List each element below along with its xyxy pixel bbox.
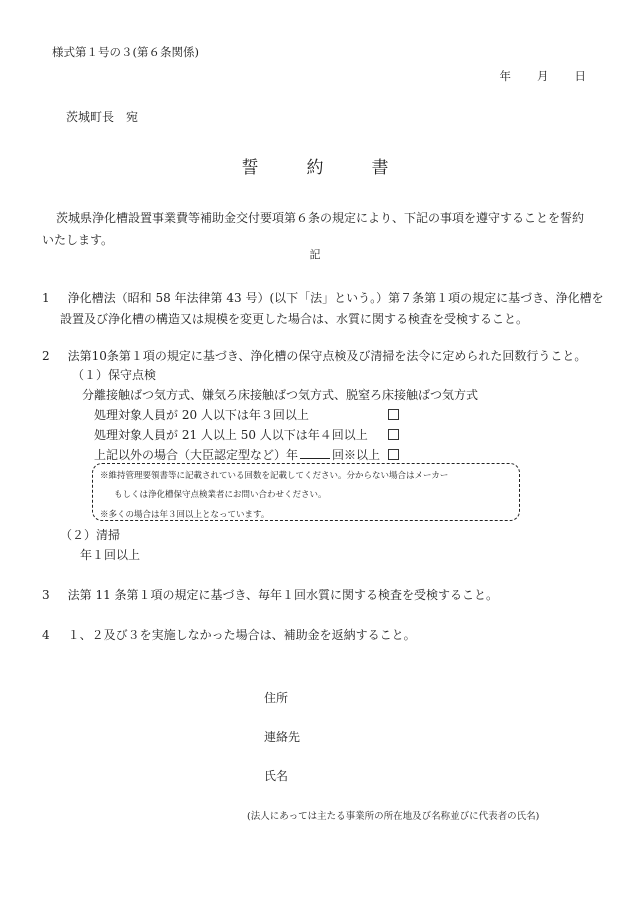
document-title: 誓約書 — [241, 158, 437, 178]
signature-name-label: 氏名 — [264, 769, 289, 783]
item-1-text: 浄化槽法（昭和 58 年法律第 43 号）(以下「法」という。）第７条第１項の規定に基づき、浄化槽を設置及び浄化槽の構造又は規模を変更した場合は、水質に関する検査を受検すること。 — [60, 291, 604, 326]
item-2-number: 2 — [42, 349, 50, 363]
item-1 — [42, 288, 612, 330]
intro-paragraph: 茨城県浄化槽設置事業費等補助金交付要項第６条の規定により、下記の事項を遵守することを誓約いたします。 — [42, 211, 585, 247]
maintenance-types: 分離接触ばつ気方式、嫌気ろ床接触ばつ気方式、脱窒ろ床接触ばつ気方式 — [82, 388, 479, 402]
checkbox-row-1[interactable] — [388, 409, 399, 420]
item-4-text: １、２及び３を実施しなかった場合は、補助金を返納すること。 — [67, 628, 416, 642]
maintenance-row-1: 処理対象人員が 20 人以下は年３回以上 — [94, 408, 309, 422]
item-4-number: 4 — [42, 628, 50, 642]
note-line-2: もしくは浄化槽保守点検業者にお問い合わせください。 — [114, 490, 327, 500]
date-year: 年 — [499, 69, 511, 83]
row-3-text-b: 回※以上 — [332, 448, 381, 462]
maintenance-row-3 — [94, 446, 380, 463]
signature-address-label: 住所 — [264, 691, 289, 705]
date-day: 日 — [574, 69, 586, 83]
note-line-3: ※多くの場合は年３回以上となっています。 — [100, 510, 270, 520]
form-number: 様式第１号の３(第６条関係) — [52, 45, 199, 59]
item-3-text: 法第 11 条第１項の規定に基づき、毎年１回水質に関する検査を受検すること。 — [67, 588, 499, 602]
checkbox-row-3[interactable] — [388, 449, 399, 460]
item-2-text: 法第10条第１項の規定に基づき、浄化槽の保守点検及び清掃を法令に定められた回数行うこと。 — [67, 349, 587, 363]
checkbox-row-2[interactable] — [388, 429, 399, 440]
note-line-1: ※維持管理要領書等に記載されている回数を記載してください。分からない場合はメーカー — [100, 471, 449, 481]
item-3 — [42, 586, 498, 603]
subsection-maintenance: （１）保守点検 — [72, 368, 157, 382]
row-3-text-a: 上記以外の場合（大臣認定型など）年 — [94, 448, 299, 462]
date-month: 月 — [537, 69, 549, 83]
subsection-cleaning: （２）清掃 — [60, 528, 121, 542]
cleaning-frequency: 年１回以上 — [80, 548, 141, 562]
item-3-number: 3 — [42, 588, 50, 602]
maintenance-row-2: 処理対象人員が 21 人以上 50 人以下は年４回以上 — [94, 428, 368, 442]
signature-contact-label: 連絡先 — [264, 730, 301, 744]
signature-caption: (法人にあっては主たる事業所の所在地及び名称並びに代表者の氏名) — [247, 811, 540, 822]
item-4 — [42, 626, 416, 643]
ki-heading: 記 — [309, 248, 321, 261]
times-blank-field[interactable] — [300, 448, 330, 459]
item-2 — [42, 346, 586, 367]
addressee: 茨城町長 宛 — [66, 110, 139, 124]
date-line — [474, 68, 587, 84]
item-1-number: 1 — [42, 291, 50, 305]
